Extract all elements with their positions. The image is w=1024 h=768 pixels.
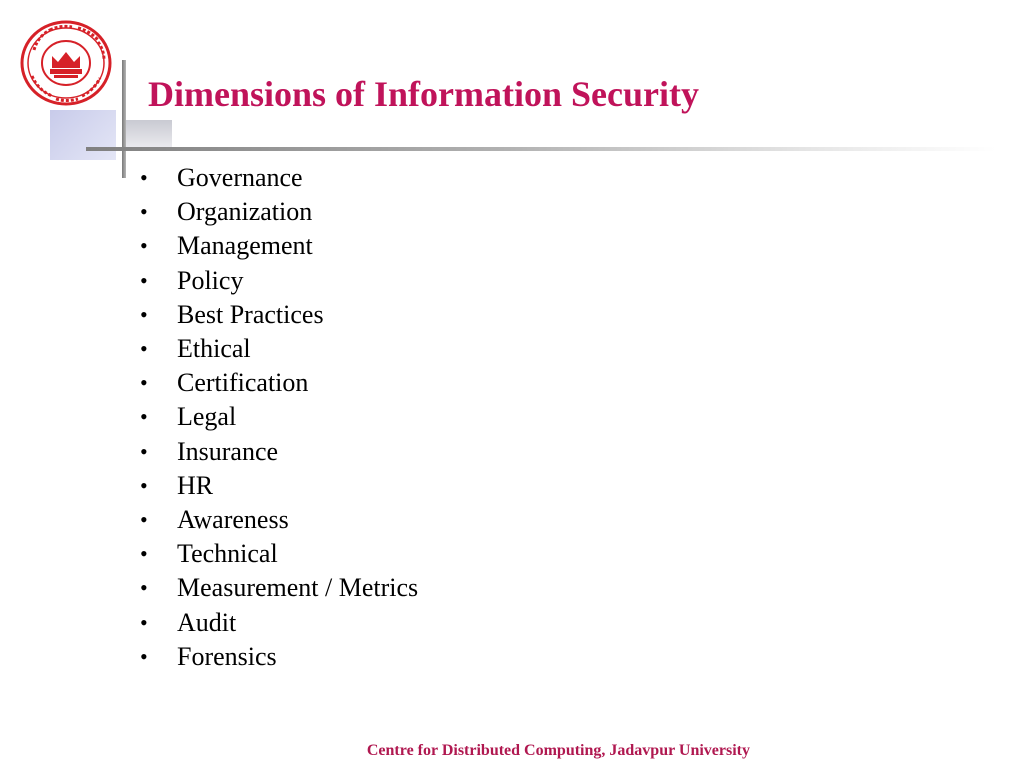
decorative-square (50, 110, 116, 160)
list-item (140, 366, 418, 400)
list-item-label: HR (177, 470, 214, 500)
list-item (140, 605, 418, 639)
slide-footer: Centre for Distributed Computing, Jadavpur University (366, 742, 750, 759)
bullet-icon: • (140, 506, 148, 532)
list-item (140, 640, 418, 674)
bullet-icon: • (140, 199, 148, 225)
bullet-icon: • (140, 370, 148, 396)
list-item (140, 503, 418, 537)
bullet-icon: • (140, 609, 148, 635)
bullet-icon: • (140, 233, 148, 259)
list-item-label: Insurance (177, 436, 279, 466)
list-item-label: Certification (177, 368, 309, 398)
list-item-label: Ethical (177, 334, 251, 364)
list-item-label: Governance (177, 163, 303, 193)
list-item-label: Audit (177, 607, 237, 637)
bullet-icon: • (140, 438, 148, 464)
decorative-square (126, 120, 172, 148)
list-item (140, 435, 418, 469)
list-item (140, 571, 418, 605)
list-item-label: Best Practices (177, 299, 324, 329)
bullet-icon: • (140, 336, 148, 362)
list-item-label: Legal (177, 402, 237, 432)
list-item-label: Measurement / Metrics (177, 573, 419, 603)
list-item-label: Management (177, 231, 313, 261)
bullet-icon: • (140, 472, 148, 498)
bullet-icon: • (140, 404, 148, 430)
horizontal-divider (86, 147, 996, 151)
list-item-label: Forensics (177, 641, 277, 671)
list-item (140, 161, 418, 195)
list-item-label: Awareness (177, 504, 289, 534)
bullet-icon: • (140, 575, 148, 601)
list-item-label: Policy (177, 265, 244, 295)
bullet-icon: • (140, 165, 148, 191)
bullet-icon: • (140, 541, 148, 567)
university-seal-icon (20, 20, 120, 106)
list-item (140, 229, 418, 263)
bullet-icon: • (140, 643, 148, 669)
list-item (140, 264, 418, 298)
bullet-icon: • (140, 301, 148, 327)
list-item-label: Organization (177, 197, 313, 227)
list-item (140, 332, 418, 366)
vertical-divider (122, 60, 126, 178)
bullet-list (140, 161, 418, 674)
list-item (140, 195, 418, 229)
list-item (140, 537, 418, 571)
list-item (140, 400, 418, 434)
slide-title: Dimensions of Information Security (148, 74, 699, 114)
list-item-label: Technical (177, 539, 278, 569)
list-item (140, 469, 418, 503)
list-item (140, 298, 418, 332)
bullet-icon: • (140, 267, 148, 293)
